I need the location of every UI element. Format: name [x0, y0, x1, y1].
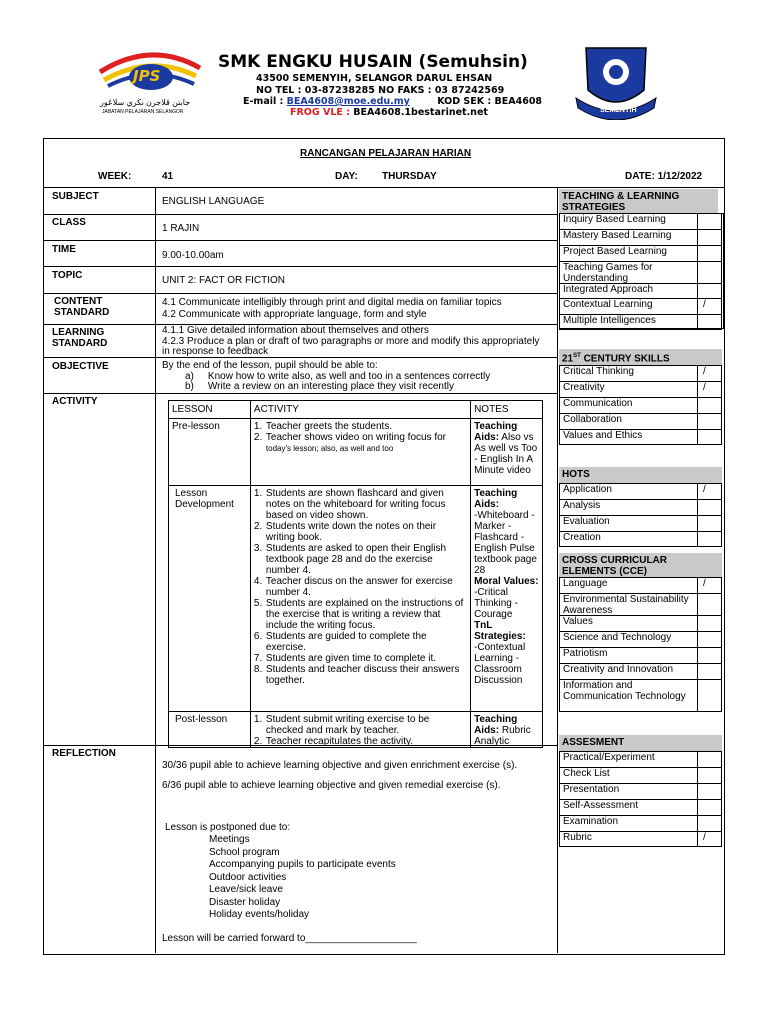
tl-tick[interactable]: / — [703, 299, 706, 310]
reason-item: Accompanying pupils to participate events — [209, 859, 396, 870]
pre-notes-head: Teaching Aids: — [474, 421, 518, 443]
plan-title: RANCANGAN PELAJARAN HARIAN — [300, 148, 472, 159]
content-label-1: CONTENT — [54, 296, 103, 307]
cce-tick[interactable]: / — [703, 578, 706, 589]
dev-item-2: Students write down the notes on their writing book. — [265, 521, 437, 543]
dev-notes-head1: Teaching Aids: — [474, 488, 518, 510]
reason-item: Disaster holiday — [209, 896, 281, 908]
dev-item-7: Students are given time to complete it. — [265, 653, 437, 664]
day-label: DAY: — [335, 171, 358, 182]
hots-tick[interactable]: / — [703, 484, 706, 495]
objective-label: OBJECTIVE — [52, 361, 109, 372]
jps-logo-jawi: جابتن ڤلاجرن نڬري سلاڠور — [100, 98, 191, 107]
cce-item: Language — [563, 578, 608, 589]
reflection-line-1: 30/36 pupil able to achieve learning objective and given enrichment exercise (s). — [162, 760, 518, 771]
tl-strategies-header — [559, 189, 718, 213]
cce-item: Values — [563, 616, 593, 627]
activity-header-notes: NOTES — [471, 401, 543, 419]
assess-item: Rubric — [563, 832, 592, 843]
school-email-line — [243, 96, 542, 107]
assessment-header — [559, 735, 722, 751]
frog-vle-line — [290, 107, 488, 118]
day-value: THURSDAY — [382, 171, 437, 182]
reason-item: Holiday events/holiday — [209, 909, 310, 920]
c21-item: Communication — [563, 398, 633, 409]
learning-2: 4.2.3 Produce a plan or draft of two paragraphs or more and modify this appropriately — [162, 335, 540, 347]
dev-item-1: Students are shown flashcard and given notes on the whiteboard for writing focus based on video shown. — [265, 488, 446, 521]
objective-b: Write a review on an interesting place they visit recently — [207, 381, 454, 392]
subject-label: SUBJECT — [52, 191, 99, 202]
week-value: 41 — [162, 171, 174, 182]
tl-item: Inquiry Based Learning — [563, 214, 666, 225]
cce-header-text: ELEMENTS (CCE) — [562, 566, 647, 577]
learning-label-2: STANDARD — [52, 338, 108, 349]
objective-a: Know how to write also, as well and too in a sentences correctly — [207, 370, 491, 382]
topic-value: UNIT 2: FACT OR FICTION — [162, 275, 285, 286]
learning-standard-label — [52, 327, 107, 349]
pre-item-2: Teacher shows video on writing focus for — [265, 432, 447, 443]
cce-item: Environmental Sustainability Awareness — [563, 594, 689, 616]
dev-notes-values: -Critical Thinking -Courage — [474, 587, 518, 620]
cce-item: Creativity and Innovation — [563, 664, 674, 675]
learning-1: 4.1.1 Give detailed information about themselves and others — [162, 325, 429, 336]
week-label: WEEK: — [98, 171, 132, 182]
dev-notes-head3: TnL Strategies: — [474, 620, 526, 642]
time-value: 9.00-10.00am — [162, 250, 224, 261]
jps-logo-caption: JABATAN PELAJARAN SELANGOR — [102, 109, 184, 115]
post-lesson-activities: 1. Student submit writing exercise to be checked and mark by teacher. 2. Teacher recapitulates the activity. — [250, 712, 470, 748]
assess-item: Self-Assessment — [563, 800, 639, 811]
time-label: TIME — [52, 244, 76, 255]
school-code: KOD SEK : BEA4608 — [437, 96, 543, 107]
hots-item: Creation — [563, 532, 601, 543]
c21-header-text: 21ST CENTURY SKILLS — [562, 353, 670, 365]
assess-item: Presentation — [563, 784, 620, 795]
c21-header — [559, 349, 722, 365]
tl-item: Integrated Approach — [563, 284, 654, 295]
activity-header-lesson: LESSON — [169, 401, 251, 419]
tl-item: Project Based Learning — [563, 246, 667, 257]
hots-item: Application — [563, 484, 612, 495]
tl-item: Contextual Learning — [563, 299, 653, 310]
dev-item-6: Students are guided to complete the exercise. — [265, 631, 427, 653]
hots-item: Analysis — [563, 500, 601, 511]
school-crest — [572, 42, 660, 120]
tl-item: Multiple Intelligences — [563, 315, 656, 326]
reason-item: Meetings — [209, 834, 250, 845]
hots-header-text: HOTS — [562, 469, 590, 480]
postponed-label: Lesson is postponed due to: — [165, 822, 291, 833]
post-item-1: Student submit writing exercise to be checked and mark by teacher. — [265, 714, 430, 736]
pre-notes-body: Also vs As well vs Too - English In A Minute video — [474, 432, 538, 476]
learning-3: in response to feedback — [162, 346, 269, 357]
school-address: 43500 SEMENYIH, SELANGOR DARUL EHSAN — [256, 73, 493, 84]
content-standard-label — [54, 296, 109, 318]
activity-header-activity: ACTIVITY — [250, 401, 470, 419]
c21-tick[interactable]: / — [703, 382, 706, 393]
reason-item: School program — [209, 846, 280, 858]
c21-item: Collaboration — [563, 414, 622, 425]
dev-item-8: Students and teacher discuss their answers together. — [265, 664, 460, 686]
reflection-line-2: 6/36 pupil able to achieve learning objective and given remedial exercise (s). — [162, 780, 501, 791]
c21-item: Creativity — [563, 382, 605, 393]
reason-item: Leave/sick leave — [209, 884, 283, 895]
c21-item: Values and Ethics — [563, 430, 643, 441]
pre-lesson-activities: 1. Teacher greets the students. 2. Teacher shows video on writing focus for today's lesson; also, as well and too — [250, 419, 470, 486]
cce-item: Information and Communication Technology — [563, 680, 686, 702]
date-value: DATE: 1/12/2022 — [625, 171, 703, 182]
assess-item: Practical/Experiment — [563, 752, 655, 763]
content-1: 4.1 Communicate intelligibly through print and digital media on familiar topics — [162, 297, 502, 308]
development-cell: Lesson Development — [169, 486, 251, 712]
frog-value: BEA4608.1bestarinet.net — [353, 107, 488, 118]
reason-item: Outdoor activities — [209, 871, 287, 883]
tl-head-1: TEACHING & LEARNING — [562, 191, 680, 202]
cce-header-text: CROSS CURRICULAR — [562, 555, 667, 566]
dev-notes-strat: -Contextual Learning -Classroom Discussion — [474, 642, 526, 686]
tl-item: Teaching Games for Understanding — [563, 262, 653, 284]
dev-item-4: Teacher discus on the answer for exercise number 4. — [265, 576, 453, 598]
learning-standard-value — [162, 326, 539, 358]
tl-head-2: STRATEGIES — [562, 202, 626, 213]
pre-lesson-notes — [471, 419, 543, 486]
reflection-label: REFLECTION — [52, 748, 116, 759]
tl-item: Mastery Based Learning — [563, 230, 672, 241]
content-2: 4.2 Communicate with appropriate language, form and style — [162, 308, 427, 320]
frog-label: FROG VLE : — [290, 107, 354, 118]
school-name: SMK ENGKU HUSAIN (Semuhsin) — [218, 52, 528, 72]
crest-top-text: SMK. ENGKU HUSAIN — [588, 42, 641, 48]
hots-header — [559, 467, 722, 483]
jps-logo-text: JPS — [133, 67, 161, 85]
learning-label-1: LEARNING — [52, 327, 105, 338]
dev-item-5: Students are explained on the instructions of the exercise that is writing a review that include the writing focus. — [265, 598, 464, 631]
jps-logo — [96, 46, 206, 116]
email-link[interactable]: BEA4608@moe.edu.my — [286, 96, 410, 107]
c21-tick[interactable]: / — [703, 366, 706, 377]
pre-item-2b: today's lesson; also, as well and too — [265, 444, 394, 453]
tick-column-divider — [697, 577, 698, 712]
content-standard-value — [162, 297, 502, 320]
cce-item: Science and Technology — [563, 632, 672, 643]
objective-intro: By the end of the lesson, pupil should be able to: — [162, 360, 378, 371]
class-label: CLASS — [52, 217, 86, 228]
dev-notes-aids: -Whiteboard -Marker -Flashcard -English Pulse textbook page 28 — [474, 510, 537, 576]
carry-forward-line: Lesson will be carried forward to____________________ — [162, 933, 417, 944]
pre-lesson-cell: Pre-lesson — [169, 419, 251, 486]
post-item-2: Teacher recapitulates the activity. — [265, 736, 414, 747]
assess-item: Examination — [563, 816, 619, 827]
class-value: 1 RAJIN — [162, 223, 200, 234]
hots-item: Evaluation — [563, 516, 610, 527]
postponed-reasons — [209, 834, 396, 922]
dev-item-3: Students are asked to open their English textbook page 28 and do the exercise number 4. — [265, 543, 447, 576]
post-notes-head: Teaching Aids: — [474, 714, 518, 736]
cce-item: Patriotism — [563, 648, 608, 659]
activity-table — [168, 400, 543, 748]
pre-item-1: Teacher greets the students. — [265, 421, 393, 432]
c21-item: Critical Thinking — [563, 366, 634, 377]
assess-item: Check List — [563, 768, 610, 779]
tick-column-divider — [697, 213, 698, 330]
development-notes — [471, 486, 543, 712]
dev-notes-head2: Moral Values: — [474, 576, 539, 587]
cce-header — [559, 553, 722, 577]
objective-value: By the end of the lesson, pupil should be able to: a) Know how to write also, as well and too in a sentences correctly b) Write a review on an interesting place they visit recently — [162, 360, 491, 392]
content-label-2: STANDARD — [54, 307, 110, 318]
post-lesson-cell: Post-lesson — [169, 712, 251, 748]
development-activities: 1. Students are shown flashcard and given notes on the whiteboard for writing focus based on video shown. 2. Students write down the notes on their writing book. 3. Students are asked to open their English textbook page 28 and do the exercise number 4. 4. Teacher discus on the answer for exercise number 4. 5. Students are explained on the instructions of the exercise that is writing a review that include the writing focus. 6. Students are guided to complete the exercise. 7. Students are given time to complete it. 8. Students and teacher discuss their answers together. — [250, 486, 470, 712]
post-lesson-notes — [471, 712, 543, 748]
school-phone: NO TEL : 03-87238285 NO FAKS : 03 87242569 — [256, 85, 505, 96]
assessment-header-text: ASSESMENT — [562, 737, 625, 748]
assess-tick[interactable]: / — [703, 832, 706, 843]
subject-value: ENGLISH LANGUAGE — [162, 196, 265, 207]
crest-bottom-text: SEMENYIH — [600, 107, 637, 114]
email-label: E-mail : — [243, 96, 287, 107]
tick-column-divider — [697, 365, 698, 445]
post-notes-body: Rubric Analytic — [474, 725, 531, 747]
activity-label: ACTIVITY — [52, 396, 98, 407]
topic-label: TOPIC — [52, 270, 83, 281]
